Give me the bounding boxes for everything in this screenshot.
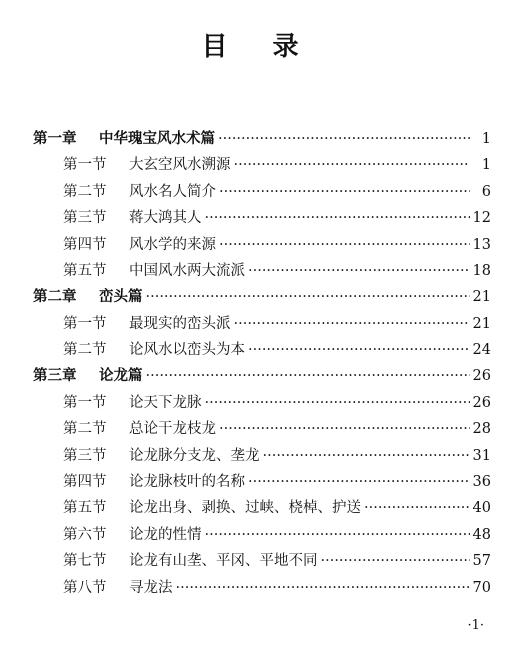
entry-title: 论龙出身、剥换、过峡、桡棹、护送 [129, 500, 361, 517]
entry-page: 1 [481, 130, 491, 147]
entry-title: 论风水以峦头为本 [129, 342, 245, 359]
dot-leader [248, 343, 470, 358]
toc-section[interactable] [33, 469, 491, 495]
dot-leader [146, 290, 470, 305]
entry-page: 24 [472, 342, 491, 359]
entry-title: 总论干龙枝龙 [129, 421, 216, 438]
entry-page: 31 [472, 447, 491, 464]
toc-section[interactable] [33, 390, 491, 416]
entry-number: 第五节 [63, 500, 107, 517]
entry-number: 第三节 [63, 447, 107, 464]
dot-leader [205, 528, 470, 543]
entry-title: 风水学的来源 [129, 236, 216, 253]
dot-leader [263, 449, 470, 464]
toc-section[interactable] [33, 337, 491, 363]
entry-title: 论龙有山垄、平冈、平地不同 [129, 553, 318, 570]
entry-page: 57 [472, 553, 491, 570]
dot-leader [219, 238, 470, 253]
entry-number: 第一节 [63, 394, 107, 411]
entry-title: 论龙篇 [99, 367, 143, 385]
dot-leader [205, 396, 470, 411]
entry-number: 第八节 [63, 579, 107, 596]
entry-number: 第七节 [63, 553, 107, 570]
entry-number: 第一节 [63, 315, 107, 332]
dot-leader [219, 185, 470, 200]
entry-title: 论龙脉分支龙、垄龙 [129, 447, 260, 464]
dot-leader [248, 475, 470, 490]
entry-number: 第四节 [63, 236, 107, 253]
dot-leader [218, 132, 470, 147]
entry-title: 峦头篇 [99, 288, 143, 306]
entry-title: 中华瑰宝风水术篇 [99, 129, 215, 147]
entry-page: 26 [472, 394, 491, 411]
entry-page: 40 [472, 500, 491, 517]
entry-page: 28 [472, 421, 491, 438]
toc-section[interactable] [33, 575, 491, 601]
toc-section[interactable] [33, 416, 491, 442]
entry-number: 第二节 [63, 421, 107, 438]
page-title: 目 录 [201, 32, 317, 62]
entry-number: 第一章 [33, 129, 77, 147]
entry-number: 第三章 [33, 367, 77, 385]
toc-section[interactable] [33, 443, 491, 469]
toc-section[interactable] [33, 179, 491, 205]
toc-chapter-3[interactable] [33, 364, 491, 390]
entry-page: 21 [472, 315, 491, 332]
table-of-contents [33, 126, 491, 601]
entry-title: 论龙的性情 [129, 526, 202, 543]
toc-section[interactable] [33, 548, 491, 574]
dot-leader [176, 581, 470, 596]
entry-title: 蒋大鸿其人 [129, 210, 202, 227]
dot-leader [234, 158, 471, 173]
dot-leader [146, 369, 470, 384]
entry-page: 18 [472, 262, 491, 279]
dot-leader [205, 211, 470, 226]
entry-title: 大玄空风水溯源 [129, 157, 231, 174]
dot-leader [321, 554, 470, 569]
toc-section[interactable] [33, 232, 491, 258]
entry-page: 6 [481, 183, 491, 200]
entry-number: 第二节 [63, 342, 107, 359]
entry-page: 26 [472, 368, 491, 385]
entry-number: 第二节 [63, 183, 107, 200]
entry-page: 13 [472, 236, 491, 253]
page-number: ·1· [467, 618, 484, 633]
entry-page: 70 [472, 579, 491, 596]
entry-title: 最现实的峦头派 [129, 315, 231, 332]
dot-leader [364, 501, 470, 516]
entry-number: 第五节 [63, 262, 107, 279]
entry-page: 21 [472, 289, 491, 306]
entry-number: 第二章 [33, 288, 77, 306]
entry-number: 第一节 [63, 157, 107, 174]
toc-section[interactable] [33, 522, 491, 548]
toc-section[interactable] [33, 311, 491, 337]
entry-page: 36 [472, 474, 491, 491]
entry-number: 第三节 [63, 210, 107, 227]
toc-section[interactable] [33, 495, 491, 521]
toc-section[interactable] [33, 258, 491, 284]
toc-section[interactable] [33, 152, 491, 178]
entry-title: 论天下龙脉 [129, 394, 202, 411]
entry-title: 中国风水两大流派 [129, 262, 245, 279]
dot-leader [219, 422, 470, 437]
entry-page: 12 [472, 210, 491, 227]
entry-page: 48 [472, 526, 491, 543]
entry-title: 论龙脉枝叶的名称 [129, 474, 245, 491]
entry-page: 1 [481, 157, 491, 174]
dot-leader [234, 317, 470, 332]
entry-number: 第四节 [63, 474, 107, 491]
toc-section[interactable] [33, 205, 491, 231]
dot-leader [248, 264, 470, 279]
entry-title: 寻龙法 [129, 579, 173, 596]
entry-title: 风水名人简介 [129, 183, 216, 200]
toc-chapter-1[interactable] [33, 126, 491, 152]
toc-chapter-2[interactable] [33, 284, 491, 310]
entry-number: 第六节 [63, 526, 107, 543]
